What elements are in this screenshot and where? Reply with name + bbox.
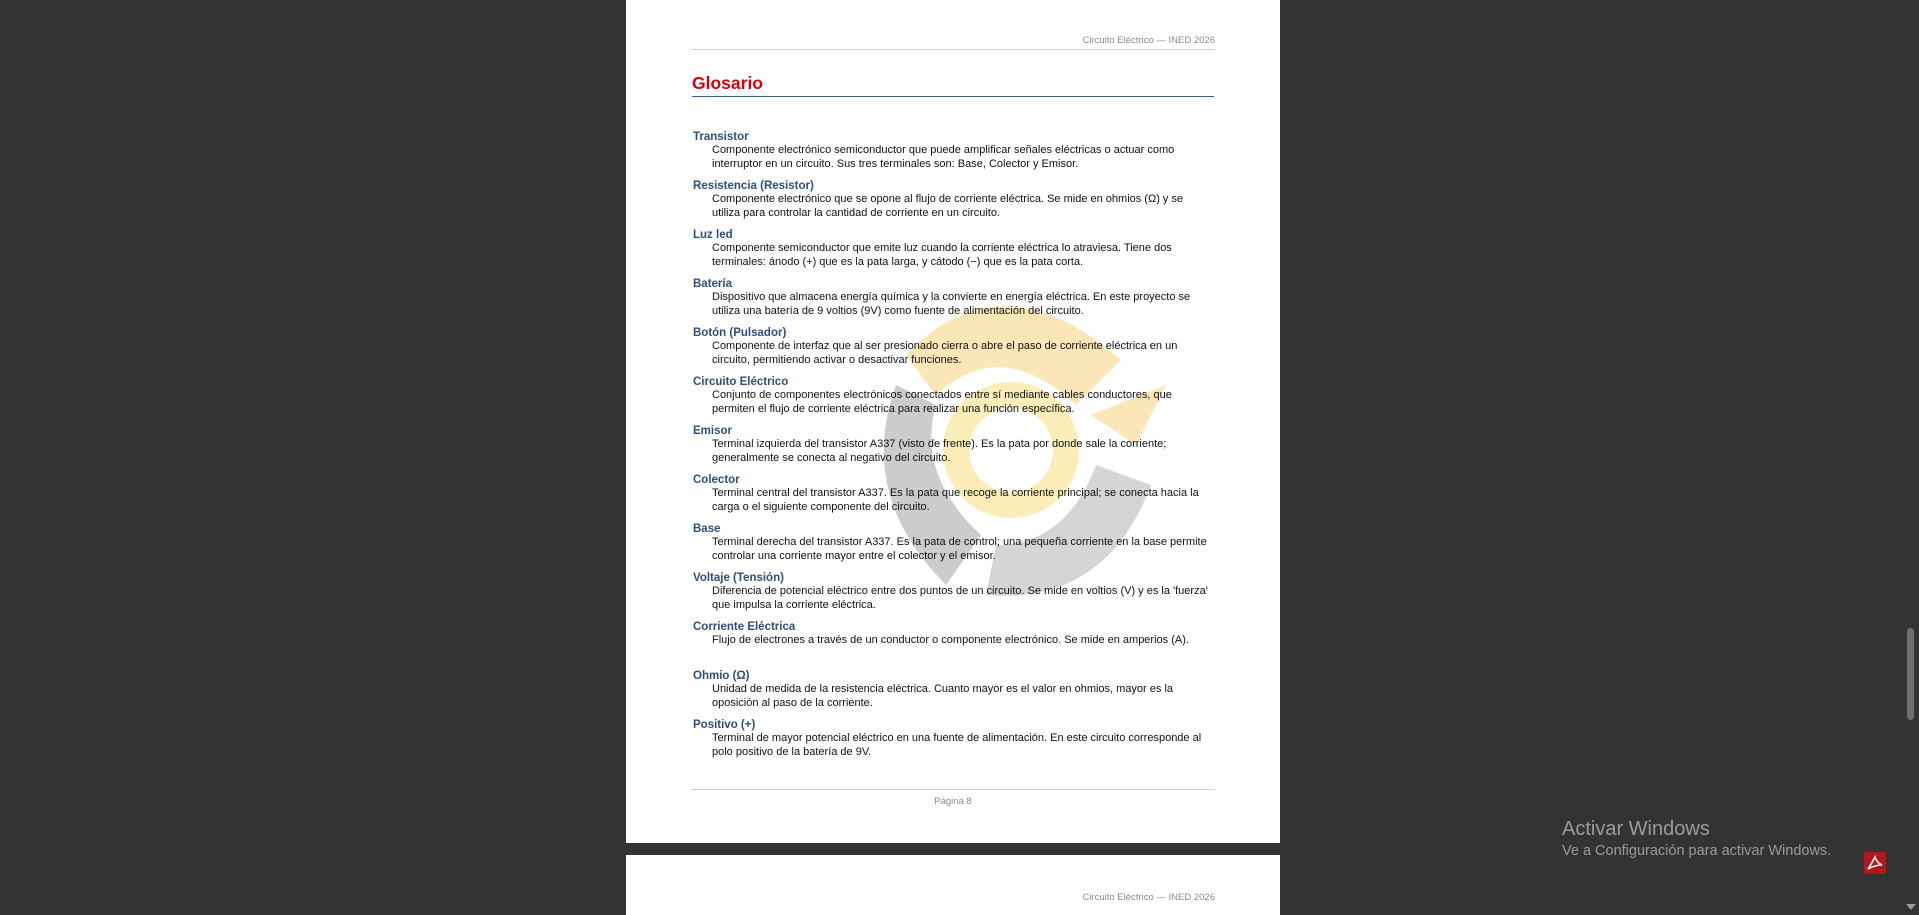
glossary-definition: Conjunto de componentes electrónicos conectados entre sí mediante cables conductores, que permiten el flujo de corriente eléctrica para realizar una función específica. [712,389,1172,415]
glossary-entry [693,473,1213,522]
glossary-entry [693,228,1213,277]
glossary-term: Botón (Pulsador) [693,327,787,339]
glossary-definition: Componente electrónico semiconductor que puede amplificar señales eléctricas o actuar como interruptor en un circuito. Sus tres terminales son: Base, Colector y Emisor. [712,144,1175,170]
glossary-entry [693,326,1213,375]
glossary-definition: Terminal central del transistor A337. Es la pata que recoge la corriente principal; se conecta hacia la carga o el siguiente componente del circuito. [712,487,1199,513]
glossary-term: Ohmio (Ω) [693,670,750,682]
glossary-definition: Componente semiconductor que emite luz cuando la corriente eléctrica lo atraviesa. Tiene dos terminales: ánodo (+) que es la pata larga, y cátodo (−) que es la pata corta. [712,242,1172,268]
glossary-definition: Dispositivo que almacena energía química y la convierte en energía eléctrica. En este proyecto se utiliza una batería de 9 voltios (9V) como fuente de alimentación del circuito. [712,291,1191,317]
page-header: Circuito Eléctrico — INED 2026 [691,35,1215,50]
page-header: Circuito Eléctrico — INED 2026 [1082,892,1215,903]
glossary-term: Corriente Eléctrica [693,621,796,633]
glossary-term: Transistor [693,131,749,143]
glossary-entry [693,669,1213,718]
scrollbar-thumb[interactable] [1907,628,1914,720]
glossary-entry [693,424,1213,473]
glossary-list [693,130,1213,767]
glossary-term: Circuito Eléctrico [693,376,789,388]
glossary-definition: Componente de interfaz que al ser presionado cierra o abre el paso de corriente eléctrica en un circuito, permitiendo activar o desactivar funciones. [712,340,1178,366]
acrobat-icon[interactable] [1864,852,1886,874]
glossary-entry [693,277,1213,326]
glossary-term: Colector [693,474,740,486]
pdf-page-next [626,855,1280,915]
activation-title: Activar Windows [1562,818,1710,840]
glossary-term: Resistencia (Resistor) [693,180,814,192]
glossary-definition: Terminal derecha del transistor A337. Es la pata de control; una pequeña corriente en la base permite controlar una corriente mayor entre el colector y el emisor. [712,536,1207,562]
glossary-definition: Terminal izquierda del transistor A337 (visto de frente). Es la pata por donde sale la corriente; generalmente se conecta al negativo del circuito. [712,438,1167,464]
glossary-entry [693,375,1213,424]
glossary-definition: Terminal de mayor potencial eléctrico en una fuente de alimentación. En este circuito corresponde al polo positivo de la batería de 9V. [712,732,1202,758]
windows-activation-notice [1562,817,1831,861]
glossary-term: Positivo (+) [693,719,756,731]
glossary-term: Base [693,523,721,535]
glossary-entry [693,179,1213,228]
scroll-down-arrow-icon[interactable] [1906,904,1916,910]
vertical-scrollbar[interactable] [1902,0,1919,913]
glossary-definition: Componente electrónico que se opone al flujo de corriente eléctrica. Se mide en ohmios (Ω) y se utiliza para controlar la cantidad de corriente en un circuito. [712,193,1184,219]
glossary-definition: Diferencia de potencial eléctrico entre dos puntos de un circuito. Se mide en voltios (V) y es la 'fuerza' que impulsa la corriente eléctrica. [712,585,1208,611]
glossary-term: Luz led [693,229,733,241]
glossary-term: Batería [693,278,732,290]
glossary-entry [693,571,1213,620]
page-title: Glosario [692,73,1214,97]
glossary-entry [693,620,1213,669]
activation-subtitle: Ve a Configuración para activar Windows. [1562,843,1832,859]
glossary-definition: Flujo de electrones a través de un conductor o componente electrónico. Se mide en amperios (A). [712,634,1189,646]
glossary-definition: Unidad de medida de la resistencia eléctrica. Cuanto mayor es el valor en ohmios, mayor es la oposición al paso de la corriente. [712,683,1174,709]
glossary-term: Voltaje (Tensión) [693,572,784,584]
glossary-entry [693,522,1213,571]
page-footer: Página 8 [691,789,1215,807]
pdf-page [626,0,1280,843]
glossary-term: Emisor [693,425,732,437]
glossary-entry [693,130,1213,179]
glossary-entry [693,718,1213,767]
